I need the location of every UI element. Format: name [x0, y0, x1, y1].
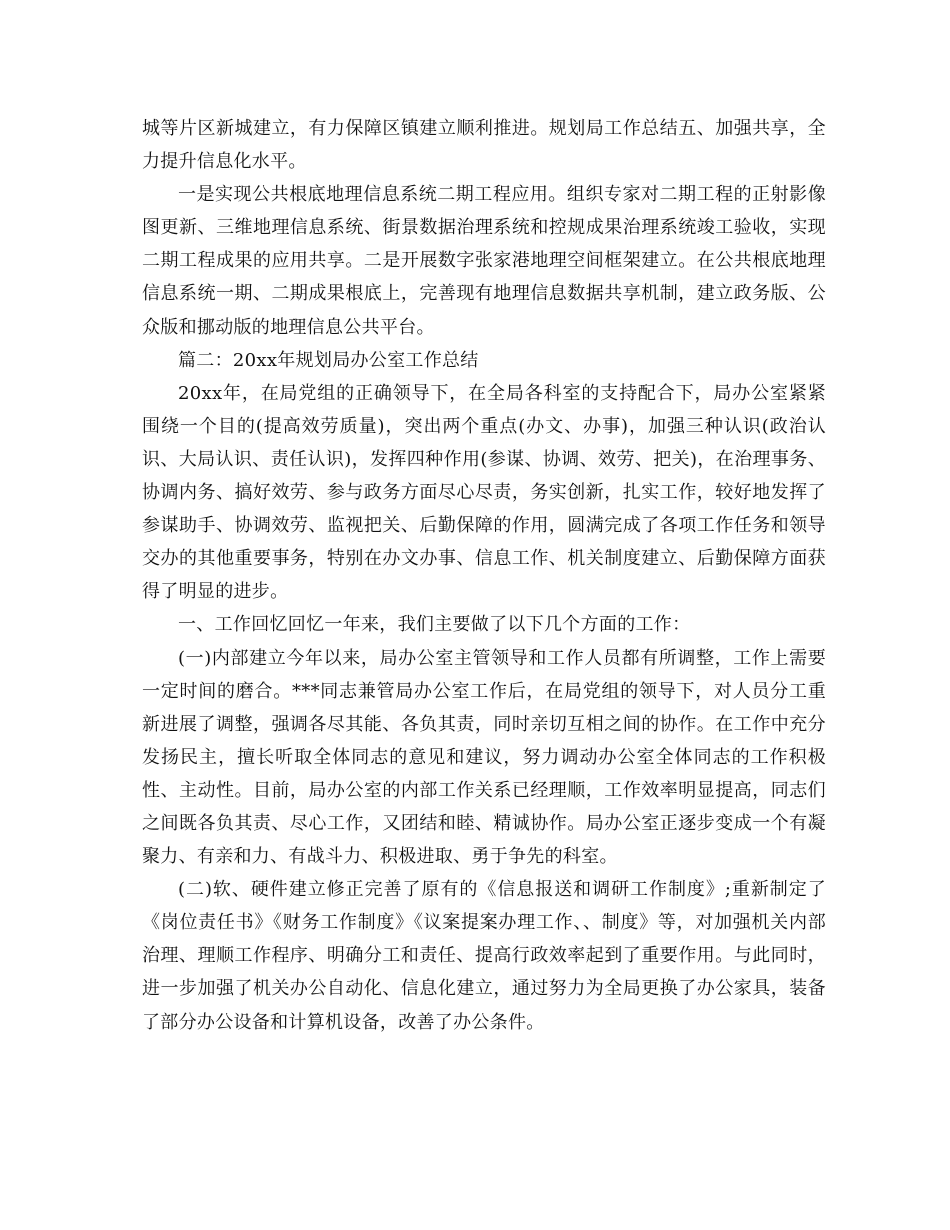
paragraph-6: (二)软、硬件建立修正完善了原有的《信息报送和调研工作制度》;重新制定了《岗位责任书》《财务工作制度》《议案提案办理工作、、制度》等，对加强机关内部治理、理顺工作程序、明确分工和责任、提高行政效率起到了重要作用。与此同时，进一步加强了机关办公自动化、信息化建立，通过努力为全局更换了办公家具，装备了部分办公设备和计算机设备，改善了办公条件。	[142, 879, 826, 1033]
section-heading: 篇二：20xx年规划局办公室工作总结	[178, 349, 479, 371]
paragraph-3: 20xx年，在局党组的正确领导下，在全局各科室的支持配合下，局办公室紧紧围绕一个目的(提高效劳质量)，突出两个重点(办文、办事)，加强三种认识(政治认识、大局认识、责任认识)，发挥四种作用(参谋、协调、效劳、把关)，在治理事务、协调内务、搞好效劳、参与政务方面尽心尽责，务实创新，扎实工作，较好地发挥了参谋助手、协调效劳、监视把关、后勤保障的作用，圆满完成了各项工作任务和领导交办的其他重要事务，特别在办文办事、信息工作、机关制度建立、后勤保障方面获得了明显的进步。	[142, 382, 826, 603]
paragraph-5: (一)内部建立今年以来，局办公室主管领导和工作人员都有所调整，工作上需要一定时间的磨合。***同志兼管局办公室工作后，在局党组的领导下，对人员分工重新进展了调整，强调各尽其能、各负其责，同时亲切互相之间的协作。在工作中充分发扬民主，擅长听取全体同志的意见和建议，努力调动办公室全体同志的工作积极性、主动性。目前，局办公室的内部工作关系已经理顺，工作效率明显提高，同志们之间既各负其责、尽心工作，又团结和睦、精诚协作。局办公室正逐步变成一个有凝聚力、有亲和力、有战斗力、积极进取、勇于争先的科室。	[142, 647, 826, 868]
document-body	[142, 112, 826, 1039]
paragraph-4: 一、工作回忆回忆一年来，我们主要做了以下几个方面的工作：	[178, 614, 691, 636]
paragraph-1: 城等片区新城建立，有力保障区镇建立顺利推进。规划局工作总结五、加强共享，全力提升信息化水平。	[142, 118, 826, 173]
paragraph-2: 一是实现公共根底地理信息系统二期工程应用。组织专家对二期工程的正射影像图更新、三维地理信息系统、街景数据治理系统和控规成果治理系统竣工验收，实现二期工程成果的应用共享。二是开展数字张家港地理空间框架建立。在公共根底地理信息系统一期、二期成果根底上，完善现有地理信息数据共享机制，建立政务版、公众版和挪动版的地理信息公共平台。	[142, 184, 826, 338]
